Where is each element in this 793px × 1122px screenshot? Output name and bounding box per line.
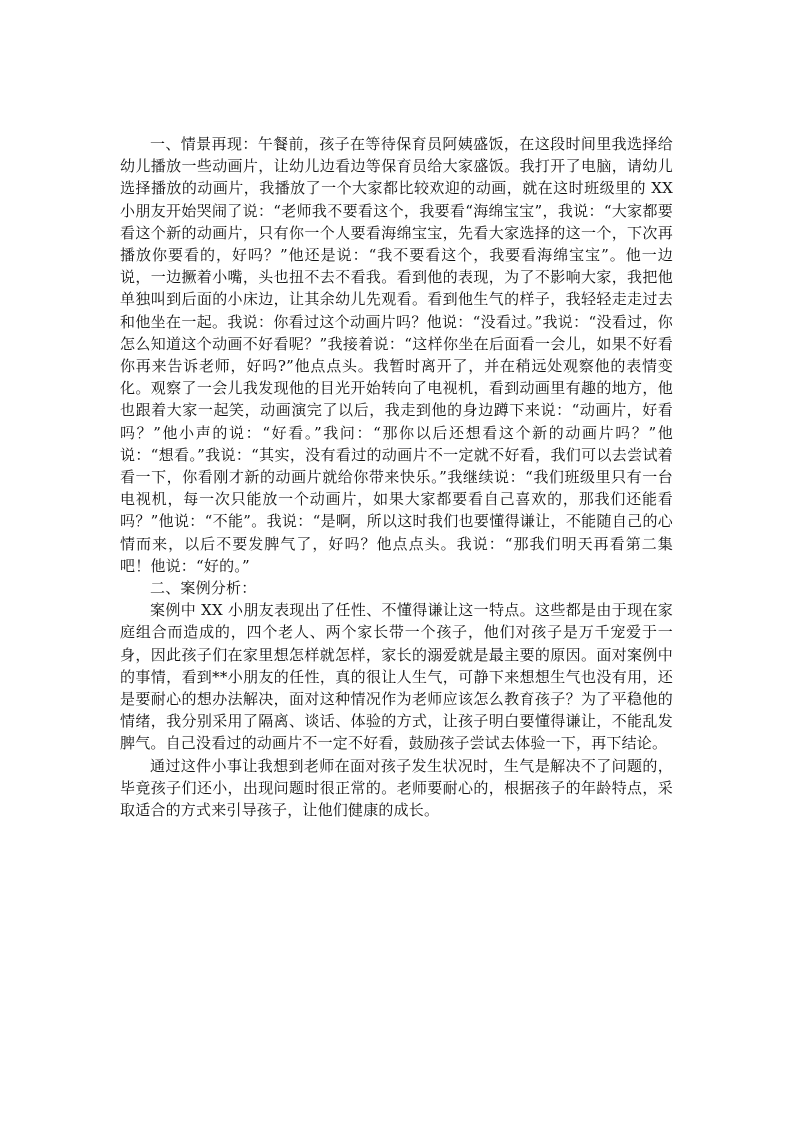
document-body bbox=[120, 133, 673, 821]
paragraph-scenario: 一、情景再现：午餐前，孩子在等待保育员阿姨盛饭，在这段时间里我选择给幼儿播放一些动画片，让幼儿边看边等保育员给大家盛饭。我打开了电脑，请幼儿选择播放的动画片，我播放了一个大家都比较欢迎的动画，就在这时班级里的 XX 小朋友开始哭闹了说：“老师我不要看这个，我要看“海绵宝宝”，我说：“大家都要看这个新的动画片，只有你一个人要看海绵宝宝，先看大家选择的这一个，下次再播放你要看的，好吗？”他还是说：“我不要看这个，我要看海绵宝宝”。他一边说，一边撅着小嘴，头也扭不去不看我。看到他的表现，为了不影响大家，我把他单独叫到后面的小床边，让其余幼儿先观看。看到他生气的样子，我轻轻走走过去和他坐在一起。我说：你看过这个动画片吗？他说：“没看过。”我说：“没看过，你怎么知道这个动画不好看呢？”我接着说：“这样你坐在后面看一会儿，如果不好看你再来告诉老师，好吗?”他点点头。我暂时离开了，并在稍远处观察他的表情变化。观察了一会儿我发现他的目光开始转向了电视机，看到动画里有趣的地方，他也跟着大家一起笑，动画演完了以后，我走到他的身边蹲下来说：“动画片，好看吗？”他小声的说：“好看。”我问：“那你以后还想看这个新的动画片吗？”他说：“想看。”我说：“其实，没有看过的动画片不一定就不好看，我们可以去尝试着看一下，你看刚才新的动画片就给你带来快乐。”我继续说：“我们班级里只有一台电视机，每一次只能放一个动画片，如果大家都要看自己喜欢的，那我们还能看吗？”他说：“不能”。我说：“是啊，所以这时我们也要懂得谦让，不能随自己的心情而来，以后不要发脾气了，好吗？他点点头。我说：“那我们明天再看第二集吧！他说：“好的。” bbox=[120, 135, 673, 575]
heading-case-analysis: 二、案例分析： bbox=[150, 579, 257, 598]
paragraph-analysis: 案例中 XX 小朋友表现出了任性、不懂得谦让这一特点。这些都是由于现在家庭组合而造成的，四个老人、两个家长带一个孩子，他们对孩子是万千宠爱于一身，因此孩子们在家里想怎样就怎样，家长的溺爱就是最主要的原因。面对案例中的事情，看到**小朋友的任性，真的很让人生气，可静下来想想生气也没有用，还是要耐心的想办法解决，面对这种情况作为老师应该怎么教育孩子？为了平稳他的情绪，我分别采用了隔离、谈话、体验的方式，让孩子明白要懂得谦让，不能乱发脾气。自己没看过的动画片不一定不好看，鼓励孩子尝试去体验一下，再下结论。 bbox=[120, 601, 673, 753]
paragraph-reflection: 通过这件小事让我想到老师在面对孩子发生状况时，生气是解决不了问题的，毕竟孩子们还小，出现问题时很正常的。老师要耐心的，根据孩子的年龄特点，采取适合的方式来引导孩子，让他们健康的成长。 bbox=[120, 756, 673, 820]
